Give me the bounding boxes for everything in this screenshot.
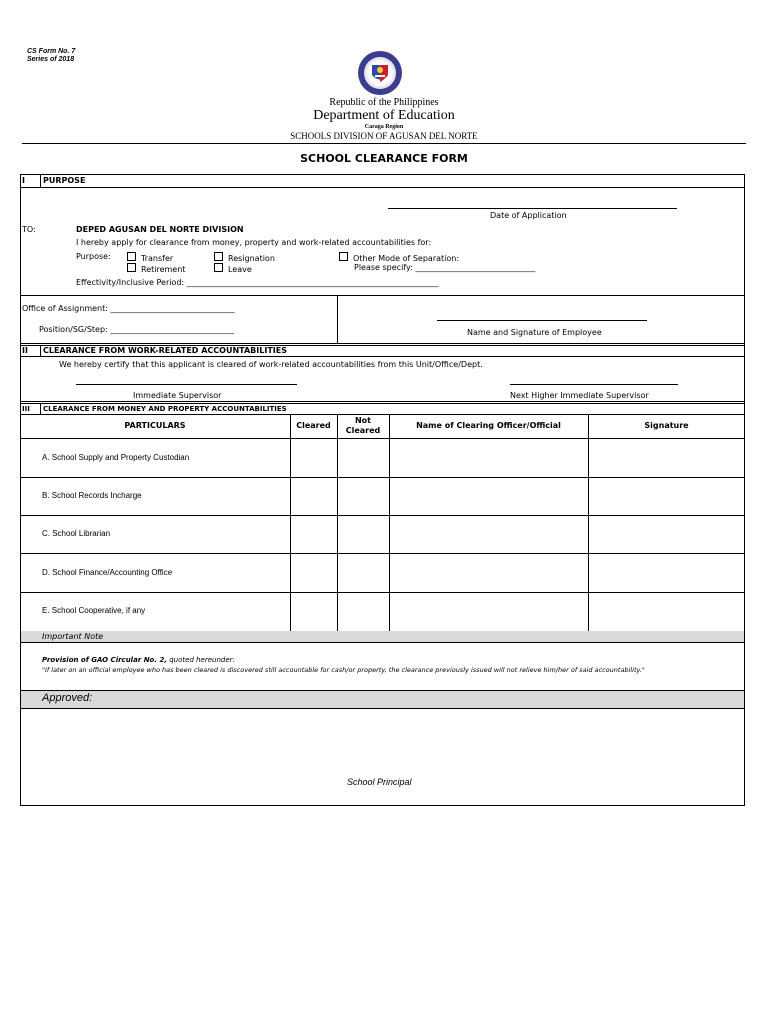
deped-seal-icon (357, 50, 403, 96)
other-label: Other Mode of Separation: (353, 254, 460, 263)
form-series: Series of 2018 (27, 56, 75, 63)
section3-number: III (22, 405, 30, 413)
next-higher-supervisor-label: Next Higher Immediate Supervisor (510, 391, 649, 400)
section1-header-rule (20, 187, 745, 188)
effectivity-field[interactable]: Effectivity/Inclusive Period: _______________________________________________________________ (76, 278, 439, 287)
col-divider-3 (389, 414, 390, 631)
form-title: SCHOOL CLEARANCE FORM (300, 152, 468, 165)
table-row: D. School Finance/Accounting Office (42, 568, 173, 577)
provision-bold: Provision of GAO Circular No. 2, (42, 656, 167, 664)
principal-label: School Principal (347, 777, 412, 787)
leave-label: Leave (228, 265, 252, 274)
section2-header-rule (20, 356, 745, 357)
section1-num-divider (40, 174, 41, 187)
checkbox-leave[interactable] (214, 263, 252, 274)
employee-signature-label: Name and Signature of Employee (467, 328, 602, 337)
header-rule (22, 143, 746, 144)
checkbox-icon (214, 263, 223, 272)
date-line[interactable] (388, 208, 677, 209)
checkbox-icon (127, 263, 136, 272)
form-number: CS Form No. 7 (27, 48, 76, 55)
section3-top-rule (20, 401, 745, 402)
col-particulars: PARTICULARS (124, 421, 186, 430)
checkbox-icon (214, 252, 223, 261)
section1-number: I (22, 176, 25, 185)
table-row: E. School Cooperative, if any (42, 606, 146, 615)
table-header-rule (20, 438, 745, 439)
to-value: DEPED AGUSAN DEL NORTE DIVISION (76, 225, 244, 234)
row-rule (20, 592, 745, 593)
col-cleared: Cleared (296, 421, 331, 430)
section3-top-rule2 (20, 403, 745, 404)
col-divider-1 (290, 414, 291, 631)
certify-text: We hereby certify that this applicant is cleared of work-related accountabilities from this Unit/Office/Dept. (59, 360, 483, 369)
position-field[interactable]: Position/SG/Step: _______________________________ (39, 325, 235, 334)
retirement-label: Retirement (141, 265, 186, 274)
table-row: A. School Supply and Property Custodian (42, 453, 190, 462)
division-text: SCHOOLS DIVISION OF AGUSAN DEL NORTE (290, 131, 478, 141)
col-not-cleared: Not Cleared (345, 416, 381, 435)
region-text: Caraga Region (364, 124, 404, 130)
checkbox-icon (339, 252, 348, 261)
section3-heading: CLEARANCE FROM MONEY AND PROPERTY ACCOUNTABILITIES (43, 405, 287, 413)
section1-heading: PURPOSE (43, 176, 86, 185)
department-name: Department of Education (313, 108, 455, 123)
section3-header-rule (20, 414, 745, 415)
section2-heading: CLEARANCE FROM WORK-RELATED ACCOUNTABILITIES (43, 346, 287, 355)
republic-text: Republic of the Philippines (329, 97, 439, 108)
approved-band (21, 690, 744, 709)
checkbox-resignation[interactable] (214, 252, 275, 263)
note-provision (42, 656, 235, 664)
provision-rest: quoted hereunder: (167, 656, 235, 664)
row-rule (20, 515, 745, 516)
employee-signature-line[interactable] (437, 320, 647, 321)
date-label: Date of Application (490, 211, 567, 220)
office-field[interactable]: Office of Assignment: _______________________________ (22, 304, 235, 313)
col-divider-4 (588, 414, 589, 631)
checkbox-other[interactable] (339, 252, 459, 263)
table-row: C. School Librarian (42, 529, 111, 538)
table-row: B. School Records Incharge (42, 491, 142, 500)
approved-label: Approved: (42, 692, 93, 704)
immediate-supervisor-line[interactable] (76, 384, 297, 385)
form-id (27, 48, 75, 64)
immediate-supervisor-label: Immediate Supervisor (133, 391, 222, 400)
section3-num-divider (40, 403, 41, 414)
row-rule (20, 477, 745, 478)
note-band (21, 631, 744, 643)
row-rule (20, 553, 745, 554)
note-heading: Important Note (42, 632, 104, 641)
office-box-divider (337, 295, 338, 343)
checkbox-retirement[interactable] (127, 263, 185, 274)
note-quote: "If later on an official employee who has been cleared is discovered still accountable for cash/or property, the clearance previously issued will not relieve him/her of said accountability." (42, 666, 645, 674)
col-divider-2 (337, 414, 338, 631)
resignation-label: Resignation (228, 254, 275, 263)
section2-number: II (22, 346, 28, 355)
purpose-label: Purpose: (76, 252, 111, 261)
apply-text: I hereby apply for clearance from money, property and work-related accountabilities for: (76, 238, 432, 247)
office-box-top (20, 295, 745, 296)
section2-top-rule (20, 343, 745, 344)
specify-field[interactable]: Please specify: ______________________________ (354, 263, 536, 272)
section2-num-divider (40, 345, 41, 356)
next-higher-supervisor-line[interactable] (510, 384, 678, 385)
to-label: TO: (22, 225, 36, 234)
col-signature: Signature (644, 421, 689, 430)
checkbox-transfer[interactable] (127, 252, 173, 263)
col-clearing-officer: Name of Clearing Officer/Official (416, 421, 561, 430)
checkbox-icon (127, 252, 136, 261)
transfer-label: Transfer (141, 254, 174, 263)
